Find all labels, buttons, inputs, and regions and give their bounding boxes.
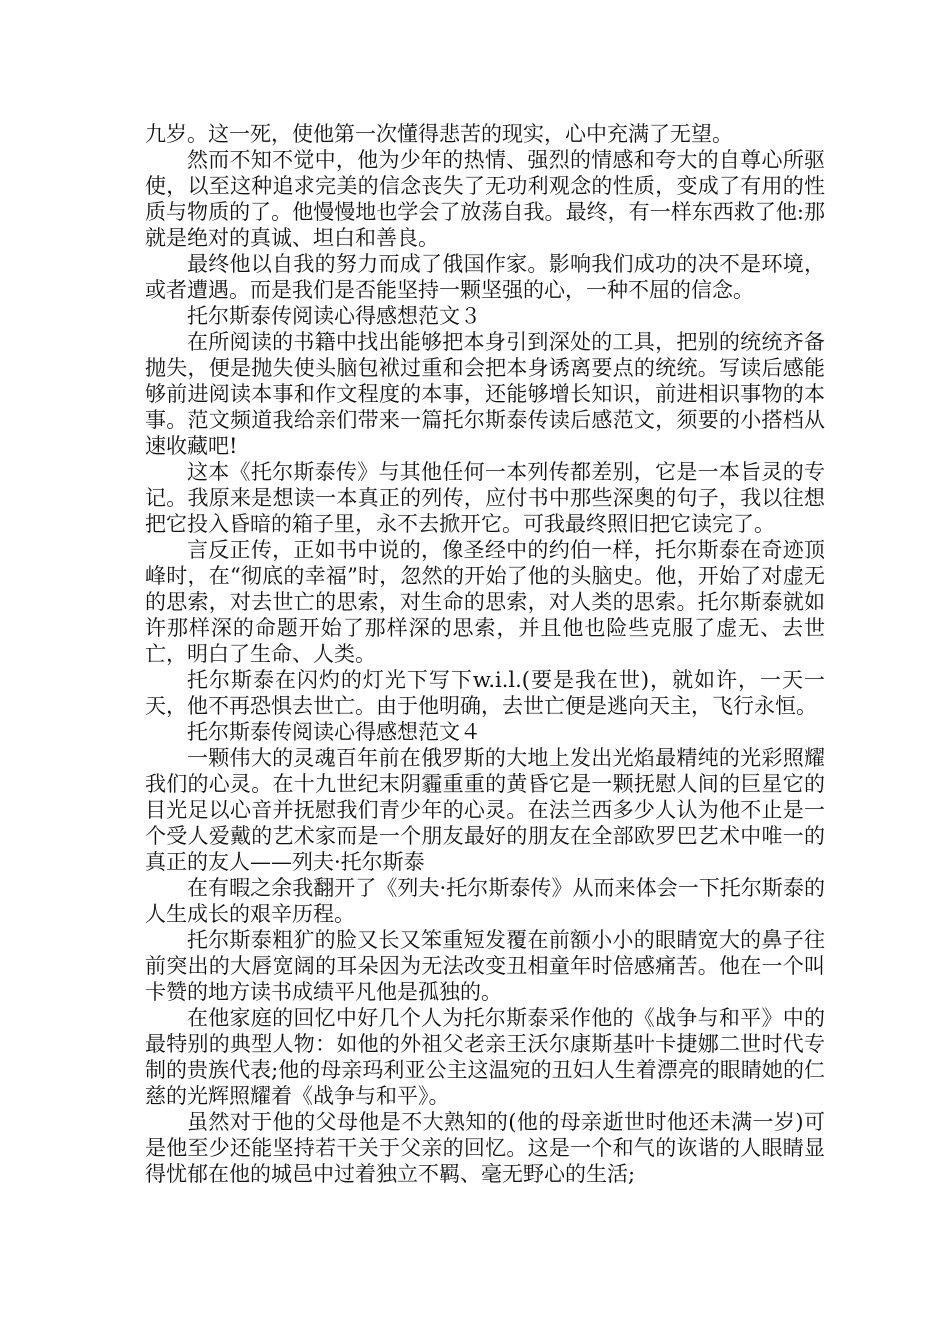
paragraph-3: 最终他以自我的努力而成了俄国作家。影响我们成功的决不是环境，或者遭遇。而是我们是否能坚持一颗坚强的心，一种不屈的信念。: [145, 252, 825, 302]
paragraph-10: 托尔斯泰粗犷的脸又长又笨重短发覆在前额小小的眼睛宽大的鼻子往前突出的大唇宽阔的耳朵因为无法改变丑相童年时倍感痛苦。他在一个叫卡赞的地方读书成绩平凡他是孤独的。: [145, 928, 825, 1004]
paragraph-1: 九岁。这一死，使他第一次懂得悲苦的现实，心中充满了无望。: [145, 122, 733, 146]
paragraph-12: 虽然对于他的父母他是不大熟知的(他的母亲逝世时他还未满一岁)可是他至少还能坚持若干关于父亲的回忆。这是一个和气的诙谐的人眼睛显得忧郁在他的城邑中过着独立不羁、毫无野心的生活;: [145, 1110, 825, 1186]
section-heading-3: 托尔斯泰传阅读心得感想范文３: [187, 304, 481, 328]
paragraph-7: 托尔斯泰在闪灼的灯光下写下w.i.l.(要是我在世)，就如许，一天一天，他不再恐惧去世亡。由于他明确，去世亡便是逃向天主，飞行永恒。: [145, 668, 825, 718]
paragraph-8: 一颗伟大的灵魂百年前在俄罗斯的大地上发出光焰最精纯的光彩照耀我们的心灵。在十九世纪末阴霾重重的黄昏它是一颗抚慰人间的巨星它的目光足以心音并抚慰我们青少年的心灵。在法兰西多少人认为他不止是一个受人爱戴的艺术家而是一个朋友最好的朋友在全部欧罗巴艺术中唯一的真正的友人——列夫·托尔斯泰: [145, 746, 825, 874]
paragraph-9: 在有暇之余我翻开了《列夫·托尔斯泰传》从而来体会一下托尔斯泰的人生成长的艰辛历程。: [145, 876, 825, 926]
paragraph-11: 在他家庭的回忆中好几个人为托尔斯泰采作他的《战争与和平》中的最特别的典型人物：如他的外祖父老亲王沃尔康斯基叶卡捷娜二世时代专制的贵族代表;他的母亲玛利亚公主这温宛的丑妇人生着漂亮的眼睛她的仁慈的光辉照耀着《战争与和平》。: [145, 1006, 825, 1108]
section-heading-4: 托尔斯泰传阅读心得感想范文４: [187, 720, 481, 744]
paragraph-2: 然而不知不觉中，他为少年的热情、强烈的情感和夸大的自尊心所驱使，以至这种追求完美的信念丧失了无功利观念的性质，变成了有用的性质与物质的了。他慢慢地也学会了放荡自我。最终，有一样东西救了他:那就是绝对的真诚、坦白和善良。: [145, 148, 825, 250]
document-page: [145, 121, 825, 1187]
paragraph-5: 这本《托尔斯泰传》与其他任何一本列传都差别，它是一本旨灵的专记。我原来是想读一本真正的列传，应付书中那些深奥的句子，我以往想把它投入昏暗的箱子里，永不去掀开它。可我最终照旧把它读完了。: [145, 460, 825, 536]
paragraph-4: 在所阅读的书籍中找出能够把本身引到深处的工具，把别的统统齐备抛失，便是抛失使头脑包袱过重和会把本身诱离要点的统统。写读后感能够前进阅读本事和作文程度的本事，还能够增长知识，前进相识事物的本事。范文频道我给亲们带来一篇托尔斯泰传读后感范文，须要的小搭档从速收藏吧!: [145, 330, 825, 458]
paragraph-6: 言反正传，正如书中说的，像圣经中的约伯一样，托尔斯泰在奇迹顶峰时，在“彻底的幸福”时，忽然的开始了他的头脑史。他，开始了对虚无的思索，对去世亡的思索，对生命的思索，对人类的思索。托尔斯泰就如许那样深的命题开始了那样深的思索，并且他也险些克服了虚无、去世亡，明白了生命、人类。: [145, 538, 825, 666]
